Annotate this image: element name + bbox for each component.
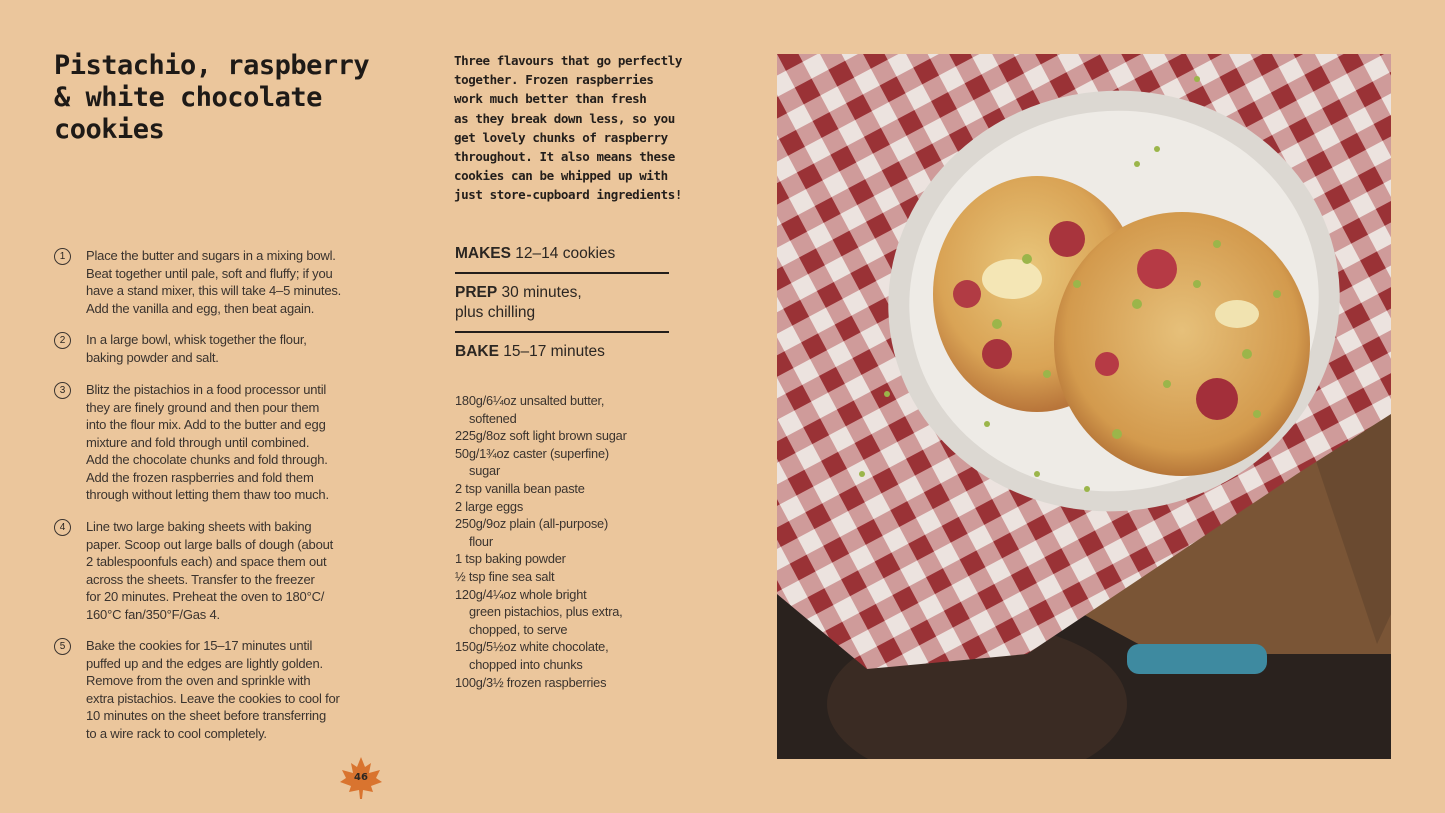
step-line: In a large bowl, whisk together the flour, — [86, 332, 307, 347]
title-line: & white chocolate — [54, 82, 322, 113]
meta-divider — [455, 272, 669, 274]
bake-row — [455, 342, 669, 370]
step-text — [86, 637, 386, 742]
recipe-intro — [454, 51, 694, 205]
makes-value: 12–14 cookies — [515, 245, 616, 262]
step-line: 10 minutes on the sheet before transferring — [86, 708, 326, 723]
step-line: have a stand mixer, this will take 4–5 minutes. — [86, 283, 342, 298]
step-line: Remove from the oven and sprinkle with — [86, 673, 311, 688]
ingredient-item — [455, 674, 695, 692]
ingredient-line: green pistachios, plus extra, — [469, 604, 623, 620]
ingredient-line: 2 large eggs — [455, 498, 524, 514]
prep-value: 30 minutes, — [501, 284, 582, 301]
intro-line: get lovely chunks of raspberry — [454, 129, 668, 145]
step-text — [86, 381, 386, 504]
meta-divider — [455, 331, 669, 333]
ingredient-list — [455, 392, 695, 691]
step-line: Add the chocolate chunks and fold through. — [86, 452, 328, 467]
ingredient-item — [455, 480, 695, 498]
ingredient-item — [455, 445, 695, 480]
step-line: into the flour mix. Add to the butter and egg — [86, 417, 326, 432]
bake-value: 15–17 minutes — [503, 343, 605, 360]
step-number-badge: 4 — [54, 519, 71, 536]
prep-value-continued: plus chilling — [455, 304, 536, 321]
step-number-badge: 1 — [54, 248, 71, 265]
step-line: for 20 minutes. Preheat the oven to 180°C/ — [86, 589, 325, 604]
intro-line: work much better than fresh — [454, 91, 647, 107]
intro-line: as they break down less, so you — [454, 110, 675, 126]
ingredient-item — [455, 427, 695, 445]
makes-row — [455, 244, 669, 272]
step-line: Add the vanilla and egg, then beat again. — [86, 300, 315, 316]
step-text — [86, 518, 386, 623]
intro-line: Three flavours that go perfectly — [454, 53, 683, 68]
step-line: to a wire rack to cool completely. — [86, 725, 267, 741]
ingredient-line: chopped, to serve — [469, 621, 568, 637]
ingredient-item — [455, 515, 695, 550]
step-line: Bake the cookies for 15–17 minutes until — [86, 638, 313, 653]
step-line: mixture and fold through until combined. — [86, 434, 310, 450]
ingredient-line: 2 tsp vanilla bean paste — [455, 480, 585, 496]
step-number-badge: 5 — [54, 638, 71, 655]
page-number-badge — [338, 755, 384, 801]
recipe-meta — [455, 244, 669, 370]
cookies-photo — [777, 54, 1391, 759]
ingredient-line: 225g/8oz soft light brown sugar — [455, 428, 627, 444]
step-line: Add the frozen raspberries and fold them — [86, 469, 314, 485]
step-line: Blitz the pistachios in a food processor until — [86, 382, 327, 397]
ingredient-line: sugar — [469, 463, 501, 479]
ingredient-line: 250g/9oz plain (all-purpose) — [455, 516, 609, 532]
ingredient-line: 150g/5½oz white chocolate, — [455, 639, 609, 655]
step-line: 2 tablespoonfuls each) and space them out — [86, 554, 327, 569]
ingredient-line: 120g/4¼oz whole bright — [455, 586, 587, 602]
step-line: Place the butter and sugars in a mixing bowl. — [86, 248, 336, 263]
cookies-photo-illustration — [777, 54, 1391, 759]
step-line: they are finely ground and then pour them — [86, 399, 320, 415]
step-line: Beat together until pale, soft and fluffy; if you — [86, 265, 333, 281]
ingredient-line: flour — [469, 533, 493, 549]
prep-row — [455, 283, 669, 331]
step-line: 160°C fan/350°F/Gas 4. — [86, 606, 220, 622]
ingredient-item — [455, 550, 695, 568]
ingredient-line: 1 tsp baking powder — [455, 551, 566, 567]
recipe-title — [54, 50, 394, 146]
bake-label: BAKE — [455, 343, 499, 360]
title-line: cookies — [54, 114, 165, 145]
intro-line: just store-cupboard ingredients! — [454, 187, 683, 203]
step-line: through without letting them thaw too much. — [86, 487, 329, 502]
step-line: across the sheets. Transfer to the freezer — [86, 571, 315, 587]
ingredient-item — [455, 498, 695, 516]
ingredient-item — [455, 568, 695, 586]
ingredient-item — [455, 638, 695, 673]
ingredient-line: softened — [469, 410, 517, 426]
ingredient-line: 180g/6¼oz unsalted butter, — [455, 393, 605, 408]
step-text — [86, 247, 386, 317]
prep-label: PREP — [455, 284, 498, 301]
intro-line: throughout. It also means these — [454, 149, 675, 165]
intro-line: cookies can be whipped up with — [454, 168, 668, 184]
step-line: paper. Scoop out large balls of dough (about — [86, 536, 334, 552]
step-line: baking powder and salt. — [86, 349, 219, 365]
title-line: Pistachio, raspberry — [54, 50, 370, 81]
ingredient-line: 100g/3½ frozen raspberries — [455, 674, 607, 690]
intro-line: together. Frozen raspberries — [454, 72, 654, 88]
ingredient-item — [455, 586, 695, 639]
ingredient-line: 50g/1¾oz caster (superfine) — [455, 445, 609, 461]
step-line: Line two large baking sheets with baking — [86, 519, 312, 534]
step-line: puffed up and the edges are lightly golden. — [86, 655, 323, 671]
ingredient-line: ½ tsp fine sea salt — [455, 568, 555, 584]
step-text — [86, 331, 386, 366]
page-number: 46 — [354, 772, 368, 783]
makes-label: MAKES — [455, 245, 511, 262]
ingredient-item — [455, 392, 695, 427]
step-number-badge: 3 — [54, 382, 71, 399]
ingredient-line: chopped into chunks — [469, 656, 583, 672]
step-line: extra pistachios. Leave the cookies to cool for — [86, 690, 340, 706]
step-number-badge: 2 — [54, 332, 71, 349]
